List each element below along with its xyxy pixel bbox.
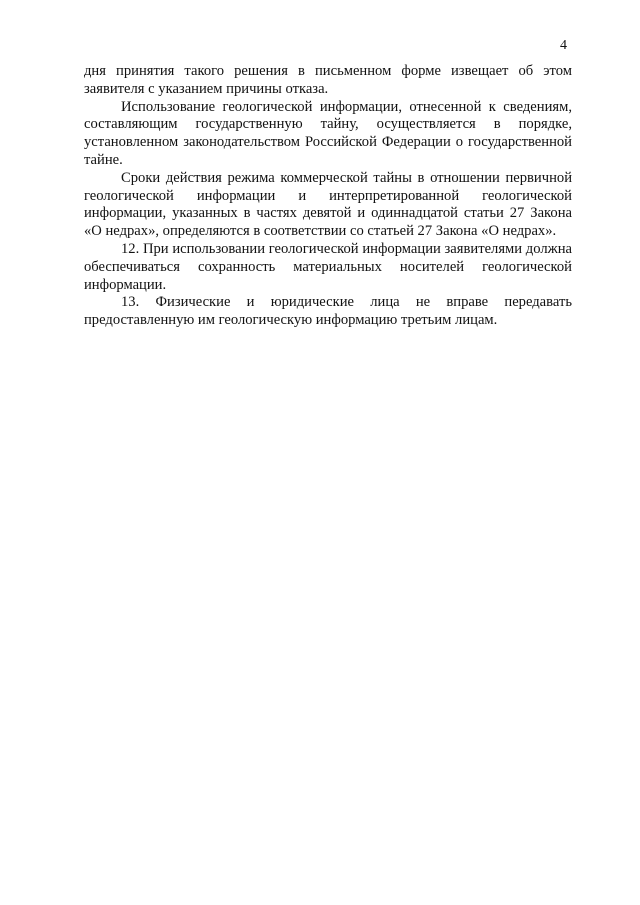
- paragraph-item-13: 13. Физические и юридические лица не вправе передавать предоставленную им геологическую информацию третьим лицам.: [84, 294, 572, 329]
- paragraph-commercial-secret: Сроки действия режима коммерческой тайны в отношении первичной геологической информации и интерпретированной геологической информации, указанных в частях девятой и одиннадцатой статьи 27 Закона «О недрах», определяются в соответствии со статьей 27 Закона «О недрах».: [84, 169, 572, 240]
- page-number: 4: [560, 38, 567, 53]
- paragraph-item-12: 12. При использовании геологической информации заявителями должна обеспечиваться сохранность материальных носителей геологической информации.: [84, 240, 572, 293]
- document-body: [84, 63, 572, 330]
- paragraph-continuation: дня принятия такого решения в письменном форме извещает об этом заявителя с указанием причины отказа.: [84, 63, 572, 97]
- paragraph-state-secret: Использование геологической информации, отнесенной к сведениям, составляющим государственную тайну, осуществляется в порядке, установленном законодательством Российской Федерации о государственной тайне.: [84, 98, 572, 168]
